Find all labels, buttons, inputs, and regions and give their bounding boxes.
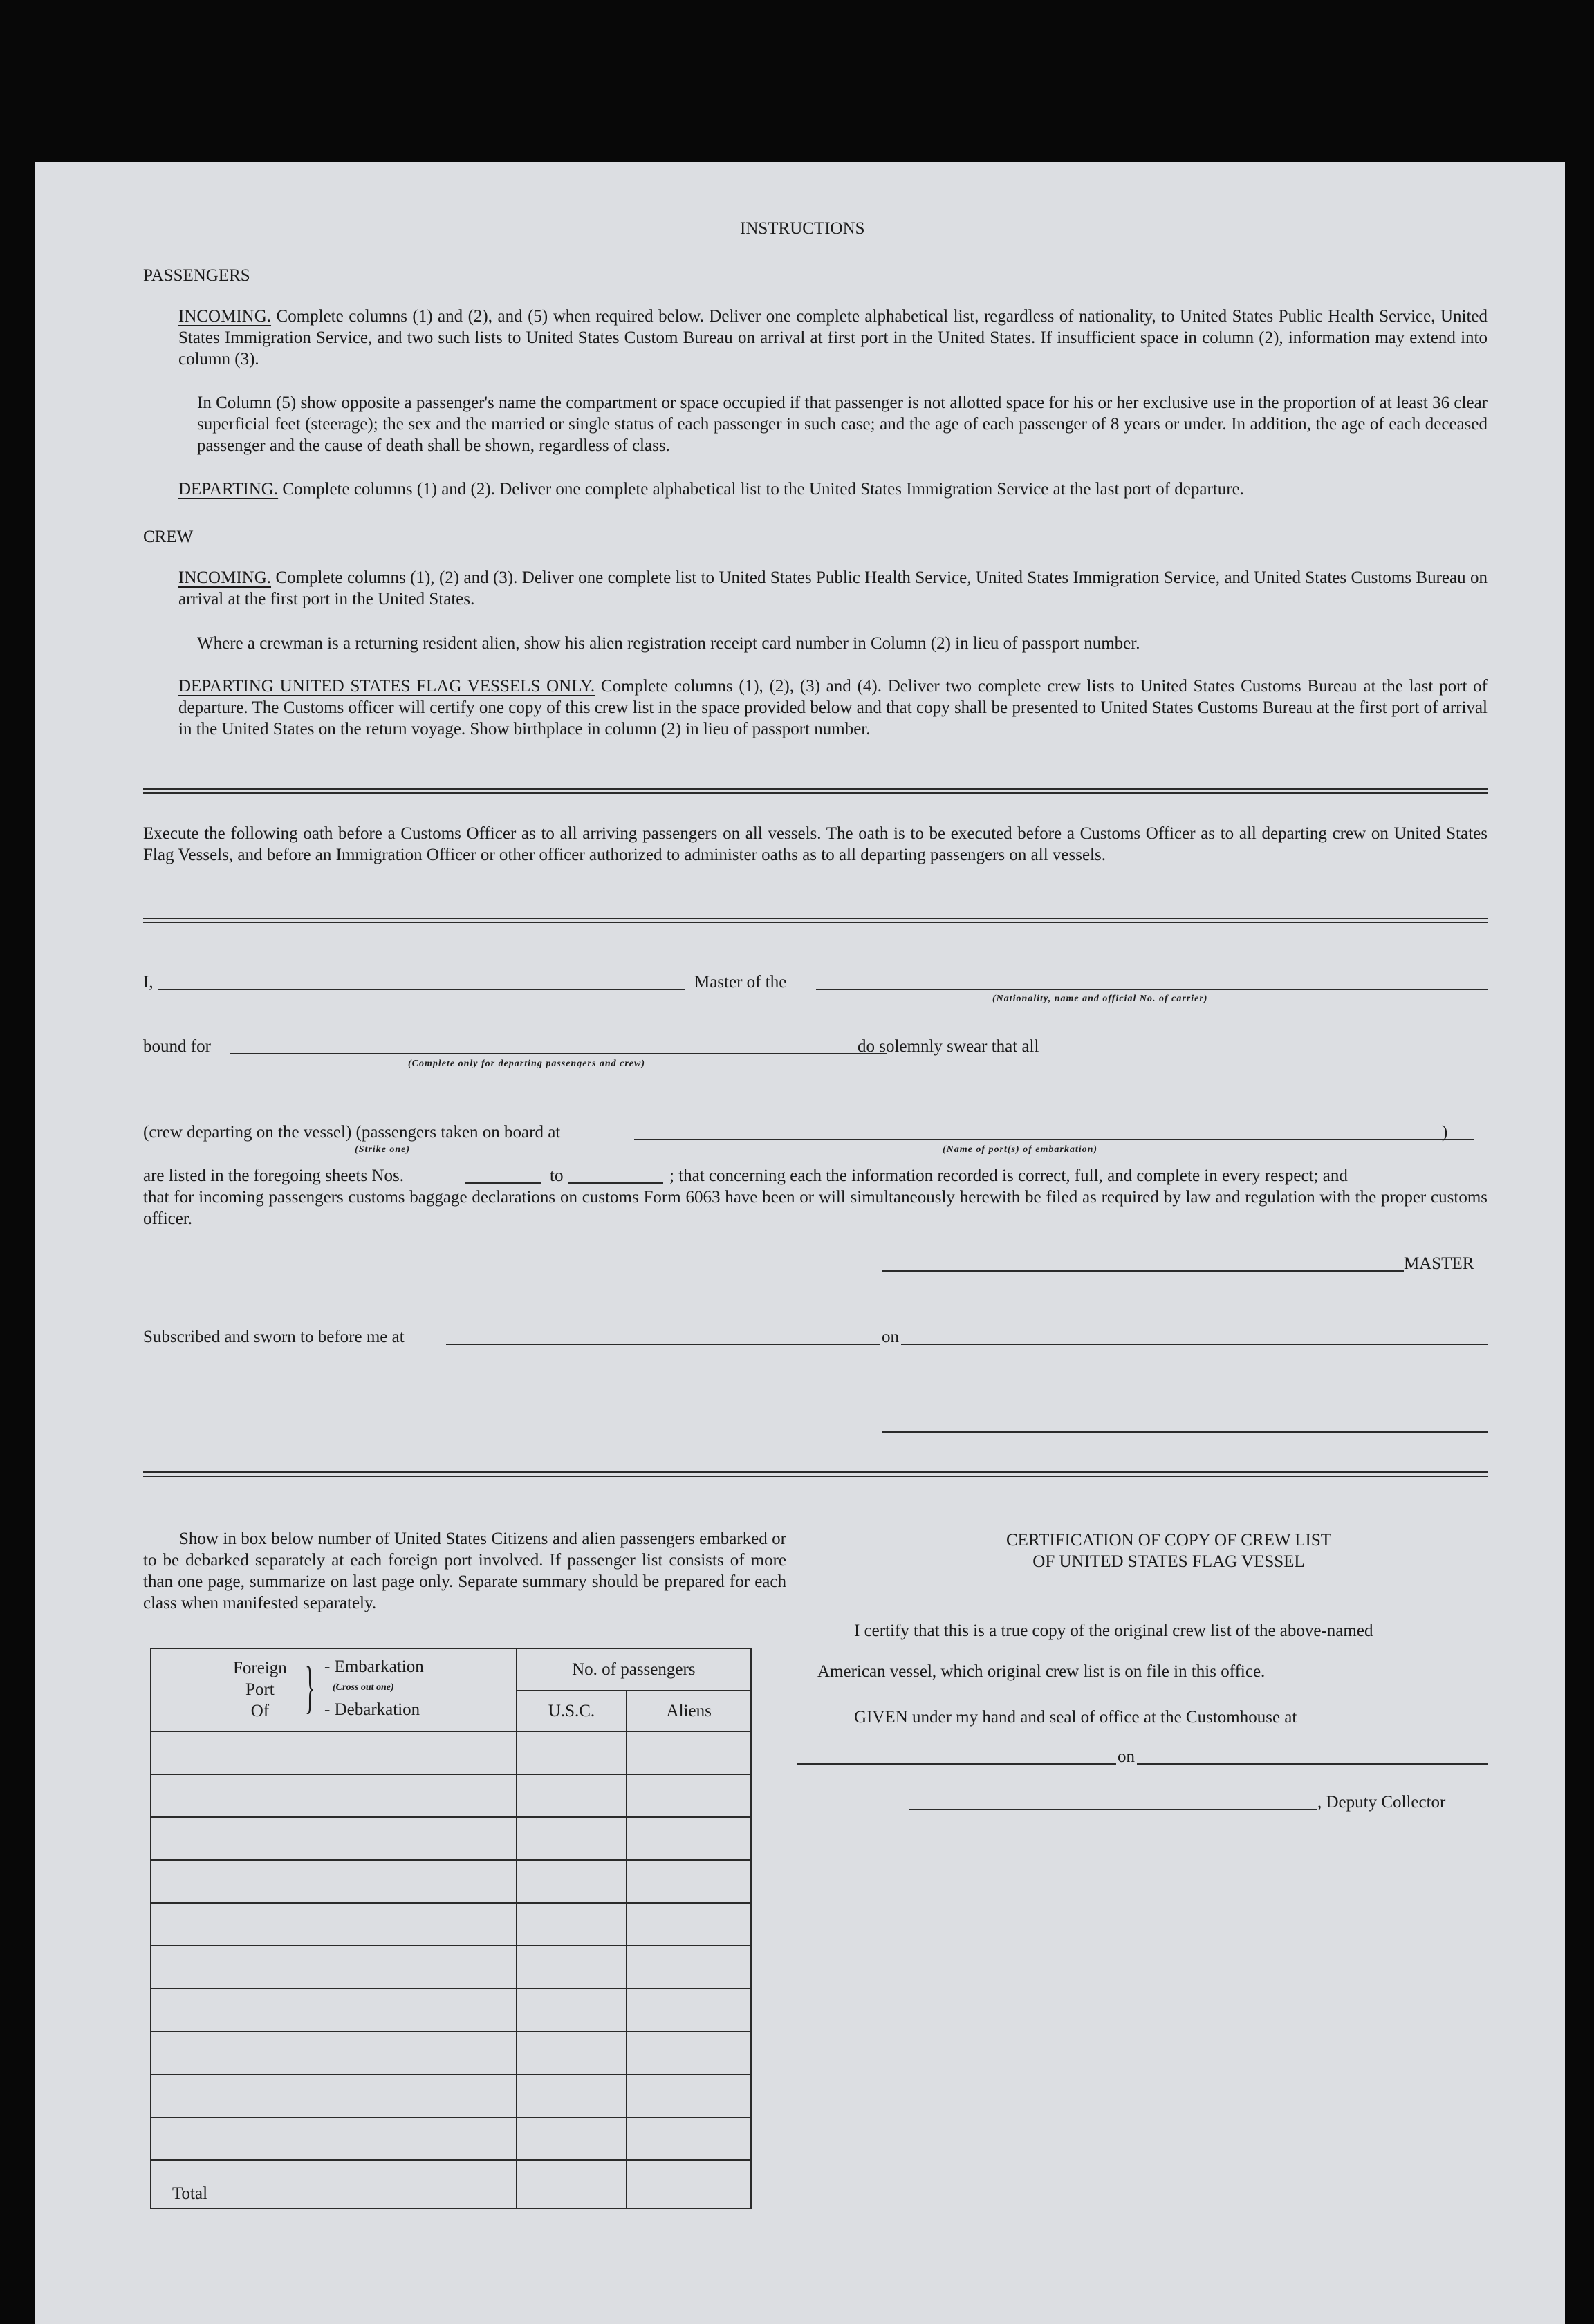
aliens-cell[interactable] — [627, 1989, 751, 2032]
col-embarkation: - Embarkation — [324, 1657, 424, 1676]
port-cell[interactable] — [151, 1946, 517, 1989]
usc-cell[interactable] — [517, 1774, 627, 1817]
port-column-header — [151, 1648, 517, 1731]
passengers-departing-label: DEPARTING. — [178, 480, 279, 499]
col-foreign: Foreign — [233, 1659, 287, 1677]
oath-i-label: I, — [143, 973, 154, 992]
crew-heading: CREW — [143, 528, 194, 546]
col-debarkation: - Debarkation — [324, 1700, 420, 1719]
aliens-cell[interactable] — [627, 2117, 751, 2160]
strike-caption: (Strike one) — [355, 1144, 411, 1155]
passengers-incoming-text — [178, 306, 1488, 370]
aliens-cell[interactable] — [627, 2032, 751, 2074]
sheet-from-field[interactable] — [465, 1182, 541, 1184]
certify-line1: I certify that this is a true copy of the original crew list of the above-named — [854, 1621, 1373, 1640]
bound-for-caption: (Complete only for departing passengers and crew) — [408, 1059, 645, 1069]
aliens-cell[interactable] — [627, 1946, 751, 1989]
table-row — [151, 2032, 751, 2074]
port-cell[interactable] — [151, 1903, 517, 1946]
port-cell[interactable] — [151, 2074, 517, 2117]
crew-departing-label: DEPARTING UNITED STATES FLAG VESSELS ONLY. — [178, 677, 595, 696]
passengers-column5-text: In Column (5) show opposite a passenger's name the compartment or space occupied if that passenger is not allotted space for his or her exclusive use in the proportion of at least 36 clear superficial feet (steerage); the sex and the married or single status of each passenger in such case; and the age of each passenger of 8 years or under. In addition, the age of each deceased passenger and the cause of death shall be shown, regardless of class. — [197, 393, 1488, 455]
table-row — [151, 1774, 751, 1817]
deputy-collector-label: , Deputy Collector — [1317, 1793, 1446, 1812]
usc-cell[interactable] — [517, 1903, 627, 1946]
aliens-cell[interactable] — [627, 1903, 751, 1946]
certification-title-line1: CERTIFICATION OF COPY OF CREW LIST — [1005, 1531, 1332, 1550]
passengers-incoming-label: INCOMING. — [178, 307, 272, 326]
table-row — [151, 1731, 751, 1774]
aliens-cell[interactable] — [627, 1817, 751, 1860]
sheet-to-field[interactable] — [568, 1182, 663, 1184]
master-name-field[interactable] — [158, 989, 685, 990]
table-row — [151, 1860, 751, 1903]
section-divider — [143, 918, 1488, 923]
oath-swear-text: do solemnly swear that all — [858, 1037, 1039, 1056]
usc-cell[interactable] — [517, 1946, 627, 1989]
port-cell[interactable] — [151, 2032, 517, 2074]
subscribed-label: Subscribed and sworn to before me at — [143, 1328, 405, 1346]
customhouse-field[interactable] — [797, 1763, 1116, 1765]
usc-cell[interactable] — [517, 1731, 627, 1774]
oath-close-paren: ) — [1442, 1123, 1448, 1142]
sworn-on-label: on — [882, 1328, 899, 1346]
passenger-summary-table — [150, 1648, 752, 2209]
col-aliens: Aliens — [627, 1691, 751, 1731]
port-cell[interactable] — [151, 2117, 517, 2160]
oath-crew-departing: (crew departing on the vessel) (passengers taken on board at — [143, 1123, 561, 1142]
bound-for-field[interactable] — [230, 1053, 887, 1054]
oath-listed-suffix: ; that concerning each the information recorded is correct, full, and complete in every respect; and — [669, 1166, 1348, 1185]
summary-instructions: Show in box below number of United States Citizens and alien passengers embarked or to be debarked separately at each foreign port involved. If passenger list consists of more than one page, summarize on last page only. Separate summary should be prepared for each class when manifested separately. — [143, 1530, 786, 1612]
aliens-cell[interactable] — [627, 1860, 751, 1903]
oath-listed-prefix: are listed in the foregoing sheets Nos. — [143, 1166, 404, 1185]
section-divider — [143, 1471, 1488, 1477]
usc-cell[interactable] — [517, 2117, 627, 2160]
crew-departing-body: Complete columns (1), (2), (3) and (4). Deliver two complete crew lists to United States Customs Bureau at the last port of departure. The Customs officer will certify one copy of this crew list in the space provided below and that copy shall be presented to United States Customs Bureau at the first port of arrival in the United States on the return voyage. Show birthplace in column (2) in lieu of passport number. — [178, 677, 1488, 738]
total-label: Total — [151, 2160, 517, 2209]
crew-incoming-label: INCOMING. — [178, 568, 272, 587]
aliens-cell[interactable] — [627, 1774, 751, 1817]
port-cell[interactable] — [151, 1860, 517, 1903]
form-page — [35, 162, 1565, 2324]
port-embarkation-field[interactable] — [634, 1139, 1474, 1140]
passengers-departing-text — [178, 478, 1488, 500]
aliens-cell[interactable] — [627, 1731, 751, 1774]
oath-instructions: Execute the following oath before a Customs Officer as to all arriving passengers on all vessels. The oath is to be executed before a Customs Officer as to all departing crew on United States Flag Vessels, and before an Immigration Officer or other officer authorized to administer oaths as to all departing passengers on all vessels. — [143, 824, 1488, 864]
oath-listed-cont: that for incoming passengers customs baggage declarations on customs Form 6063 have been or will simultaneously herewith be filed as required by law and regulation with the proper customs officer. — [143, 1188, 1488, 1228]
port-cell[interactable] — [151, 1774, 517, 1817]
passengers-departing-body: Complete columns (1) and (2). Deliver one complete alphabetical list to the United States Immigration Service at the last port of departure. — [282, 480, 1244, 499]
table-row — [151, 2117, 751, 2160]
total-row — [151, 2160, 751, 2209]
total-usc-cell[interactable] — [517, 2160, 627, 2209]
page-title: INSTRUCTIONS — [740, 219, 865, 238]
usc-cell[interactable] — [517, 2032, 627, 2074]
crew-incoming-body: Complete columns (1), (2) and (3). Deliver one complete list to United States Public Health Service, United States Immigration Service, and United States Customs Bureau on arrival at the first port in the United States. — [178, 568, 1488, 608]
certification-on-label: on — [1118, 1747, 1135, 1766]
table-row — [151, 1817, 751, 1860]
total-aliens-cell[interactable] — [627, 2160, 751, 2209]
sworn-date-field[interactable] — [901, 1344, 1488, 1345]
table-row — [151, 1946, 751, 1989]
certify-line2: American vessel, which original crew list is on file in this office. — [817, 1662, 1266, 1681]
master-signature-field[interactable] — [882, 1270, 1404, 1272]
sworn-place-field[interactable] — [446, 1344, 880, 1345]
crew-resident-text: Where a crewman is a returning resident alien, show his alien registration receipt card number in Column (2) in lieu of passport number. — [197, 634, 1140, 653]
table-row — [151, 1903, 751, 1946]
port-cell[interactable] — [151, 1989, 517, 2032]
col-usc: U.S.C. — [517, 1691, 627, 1731]
oath-bound-for-label: bound for — [143, 1037, 211, 1056]
crew-departing-text — [178, 676, 1488, 740]
col-passengers: No. of passengers — [517, 1648, 751, 1691]
section-divider — [143, 788, 1488, 794]
passengers-heading: PASSENGERS — [143, 266, 250, 285]
oath-master-of-label: Master of the — [694, 973, 787, 992]
col-port: Port — [245, 1680, 275, 1699]
col-of: Of — [250, 1702, 270, 1720]
usc-cell[interactable] — [517, 1989, 627, 2032]
table-row — [151, 1989, 751, 2032]
deputy-signature-field[interactable] — [909, 1809, 1317, 1810]
certification-title-line2: OF UNITED STATES FLAG VESSEL — [1032, 1552, 1305, 1571]
given-line: GIVEN under my hand and seal of office at the Customhouse at — [854, 1708, 1297, 1727]
table-row — [151, 2074, 751, 2117]
aliens-cell[interactable] — [627, 2074, 751, 2117]
usc-cell[interactable] — [517, 1860, 627, 1903]
port-cell[interactable] — [151, 1731, 517, 1774]
crew-incoming-text — [178, 567, 1488, 610]
master-label: MASTER — [1404, 1254, 1474, 1273]
port-cell[interactable] — [151, 1817, 517, 1860]
carrier-caption: (Nationality, name and official No. of carrier) — [992, 994, 1208, 1004]
col-cross-caption: (Cross out one) — [333, 1682, 394, 1693]
usc-cell[interactable] — [517, 1817, 627, 1860]
usc-cell[interactable] — [517, 2074, 627, 2117]
port-caption: (Name of port(s) of embarkation) — [943, 1144, 1098, 1155]
brace-icon: } — [305, 1655, 315, 1720]
passengers-incoming-body: Complete columns (1) and (2), and (5) when required below. Deliver one complete alphabetical list, regardless of nationality, to United States Public Health Service, United States Immigration Service, and two such lists to United States Custom Bureau on arrival at first port in the United States. If insufficient space in column (2), information may extend into column (3). — [178, 307, 1488, 369]
carrier-field[interactable] — [816, 989, 1488, 990]
officer-signature-field[interactable] — [882, 1431, 1488, 1433]
oath-listed-to: to — [550, 1166, 564, 1185]
certification-date-field[interactable] — [1137, 1763, 1488, 1765]
